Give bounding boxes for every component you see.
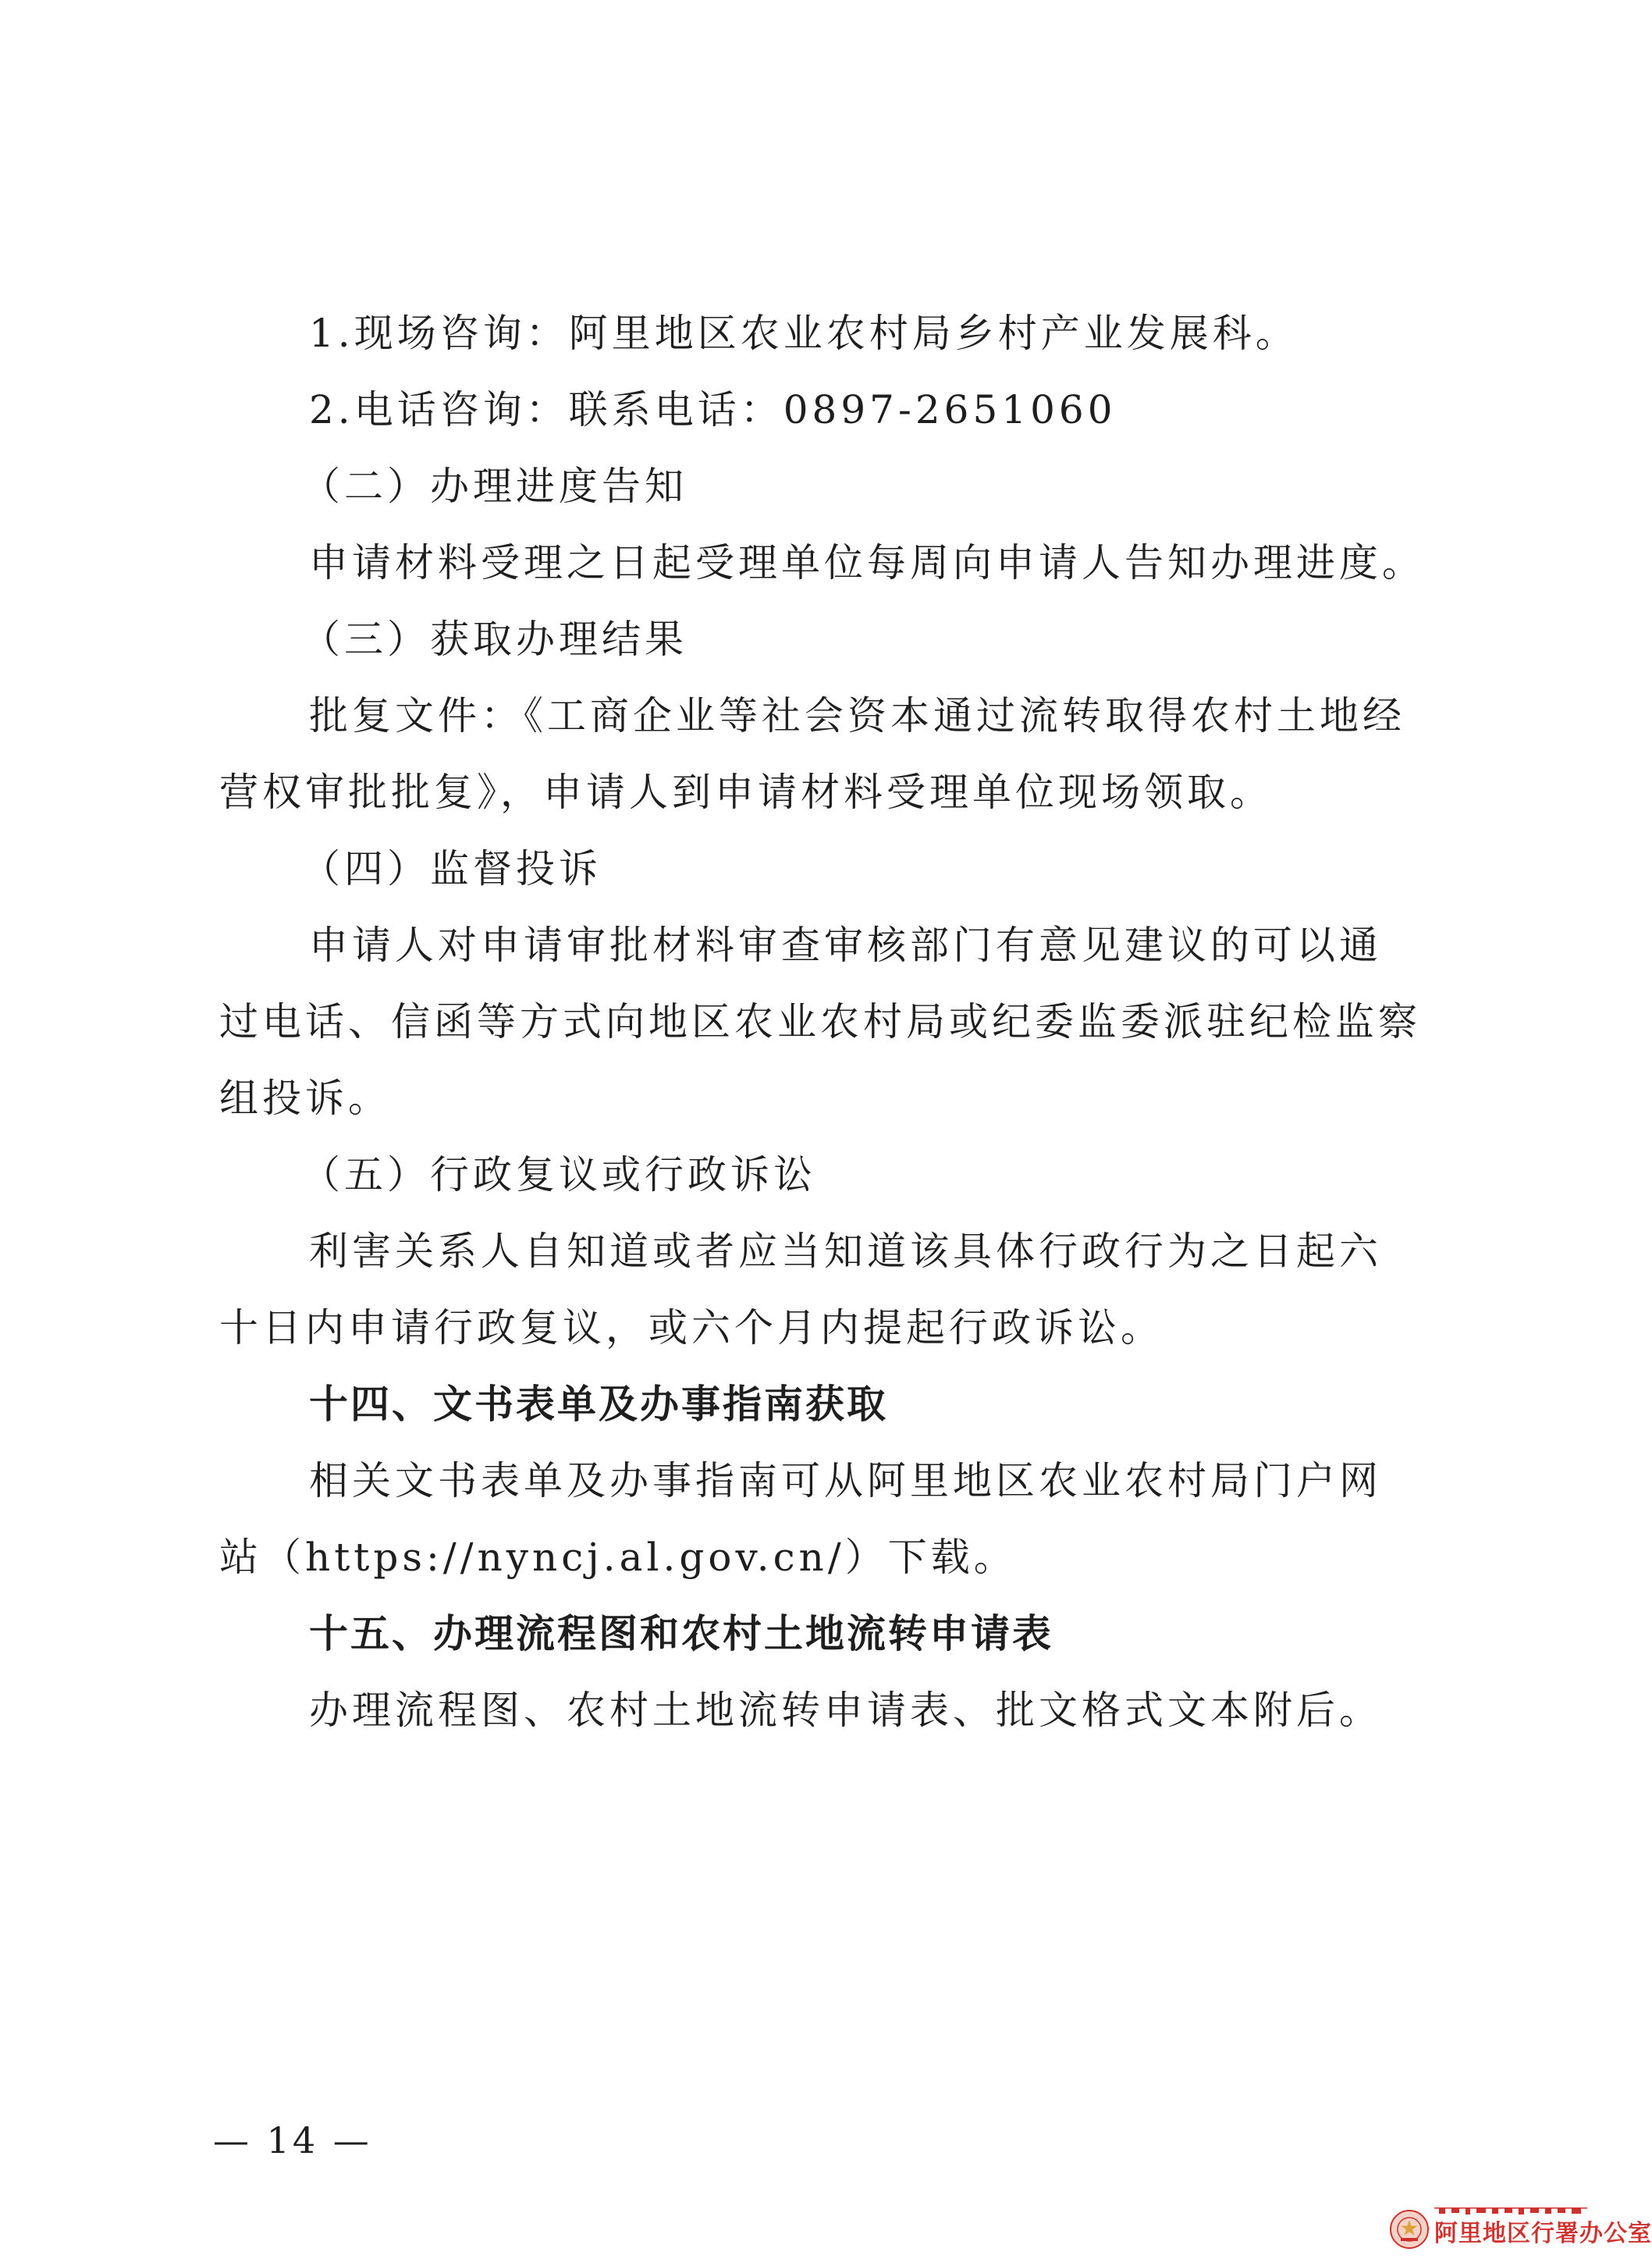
complaint-paragraph-line-2: 过电话、信函等方式向地区农业农村局或纪委监委派驻纪检监察 (219, 999, 1421, 1044)
page-number: — 14 — (213, 2119, 372, 2161)
heading-fifteen: 十五、办理流程图和农村土地流转申请表 (309, 1611, 1053, 1656)
review-paragraph-line-2: 十日内申请行政复议，或六个月内提起行政诉讼。 (219, 1305, 1164, 1350)
complaint-paragraph-line-3: 组投诉。 (219, 1076, 391, 1121)
review-paragraph-line-1: 利害关系人自知道或者应当知道该具体行政行为之日起六 (309, 1229, 1382, 1274)
office-stamp-text: 阿里地区行署办公室 (1434, 2220, 1652, 2247)
section-heading-result: （三）获取办理结果 (301, 617, 687, 662)
forms-paragraph-line-1: 相关文书表单及办事指南可从阿里地区农业农村局门户网 (309, 1458, 1382, 1503)
heading-fourteen: 十四、文书表单及办事指南获取 (309, 1382, 888, 1427)
progress-paragraph-line: 申请材料受理之日起受理单位每周向申请人告知办理进度。 (309, 540, 1425, 585)
flowchart-paragraph-line: 办理流程图、农村土地流转申请表、批文格式文本附后。 (309, 1688, 1382, 1733)
national-emblem-icon (1389, 2209, 1430, 2250)
document-body (219, 295, 1425, 1749)
office-stamp (1386, 2192, 1652, 2254)
tibetan-script-mark (1434, 2204, 1587, 2215)
consult-onsite-line: 1.现场咨询：阿里地区农业农村局乡村产业发展科。 (309, 311, 1299, 356)
result-paragraph-line-1: 批复文件：《工商企业等社会资本通过流转取得农村土地经 (309, 693, 1405, 738)
section-heading-progress: （二）办理进度告知 (301, 464, 687, 509)
complaint-paragraph-line-1: 申请人对申请审批材料审查审核部门有意见建议的可以通 (309, 923, 1382, 968)
section-heading-review: （五）行政复议或行政诉讼 (301, 1152, 816, 1197)
result-paragraph-line-2: 营权审批批复》，申请人到申请材料受理单位现场领取。 (219, 770, 1273, 815)
section-heading-complaint: （四）监督投诉 (301, 846, 602, 891)
forms-paragraph-line-2: 站（https://nyncj.al.gov.cn/）下载。 (219, 1535, 1017, 1580)
consult-phone-line: 2.电话咨询：联系电话：0897-2651060 (309, 387, 1117, 432)
